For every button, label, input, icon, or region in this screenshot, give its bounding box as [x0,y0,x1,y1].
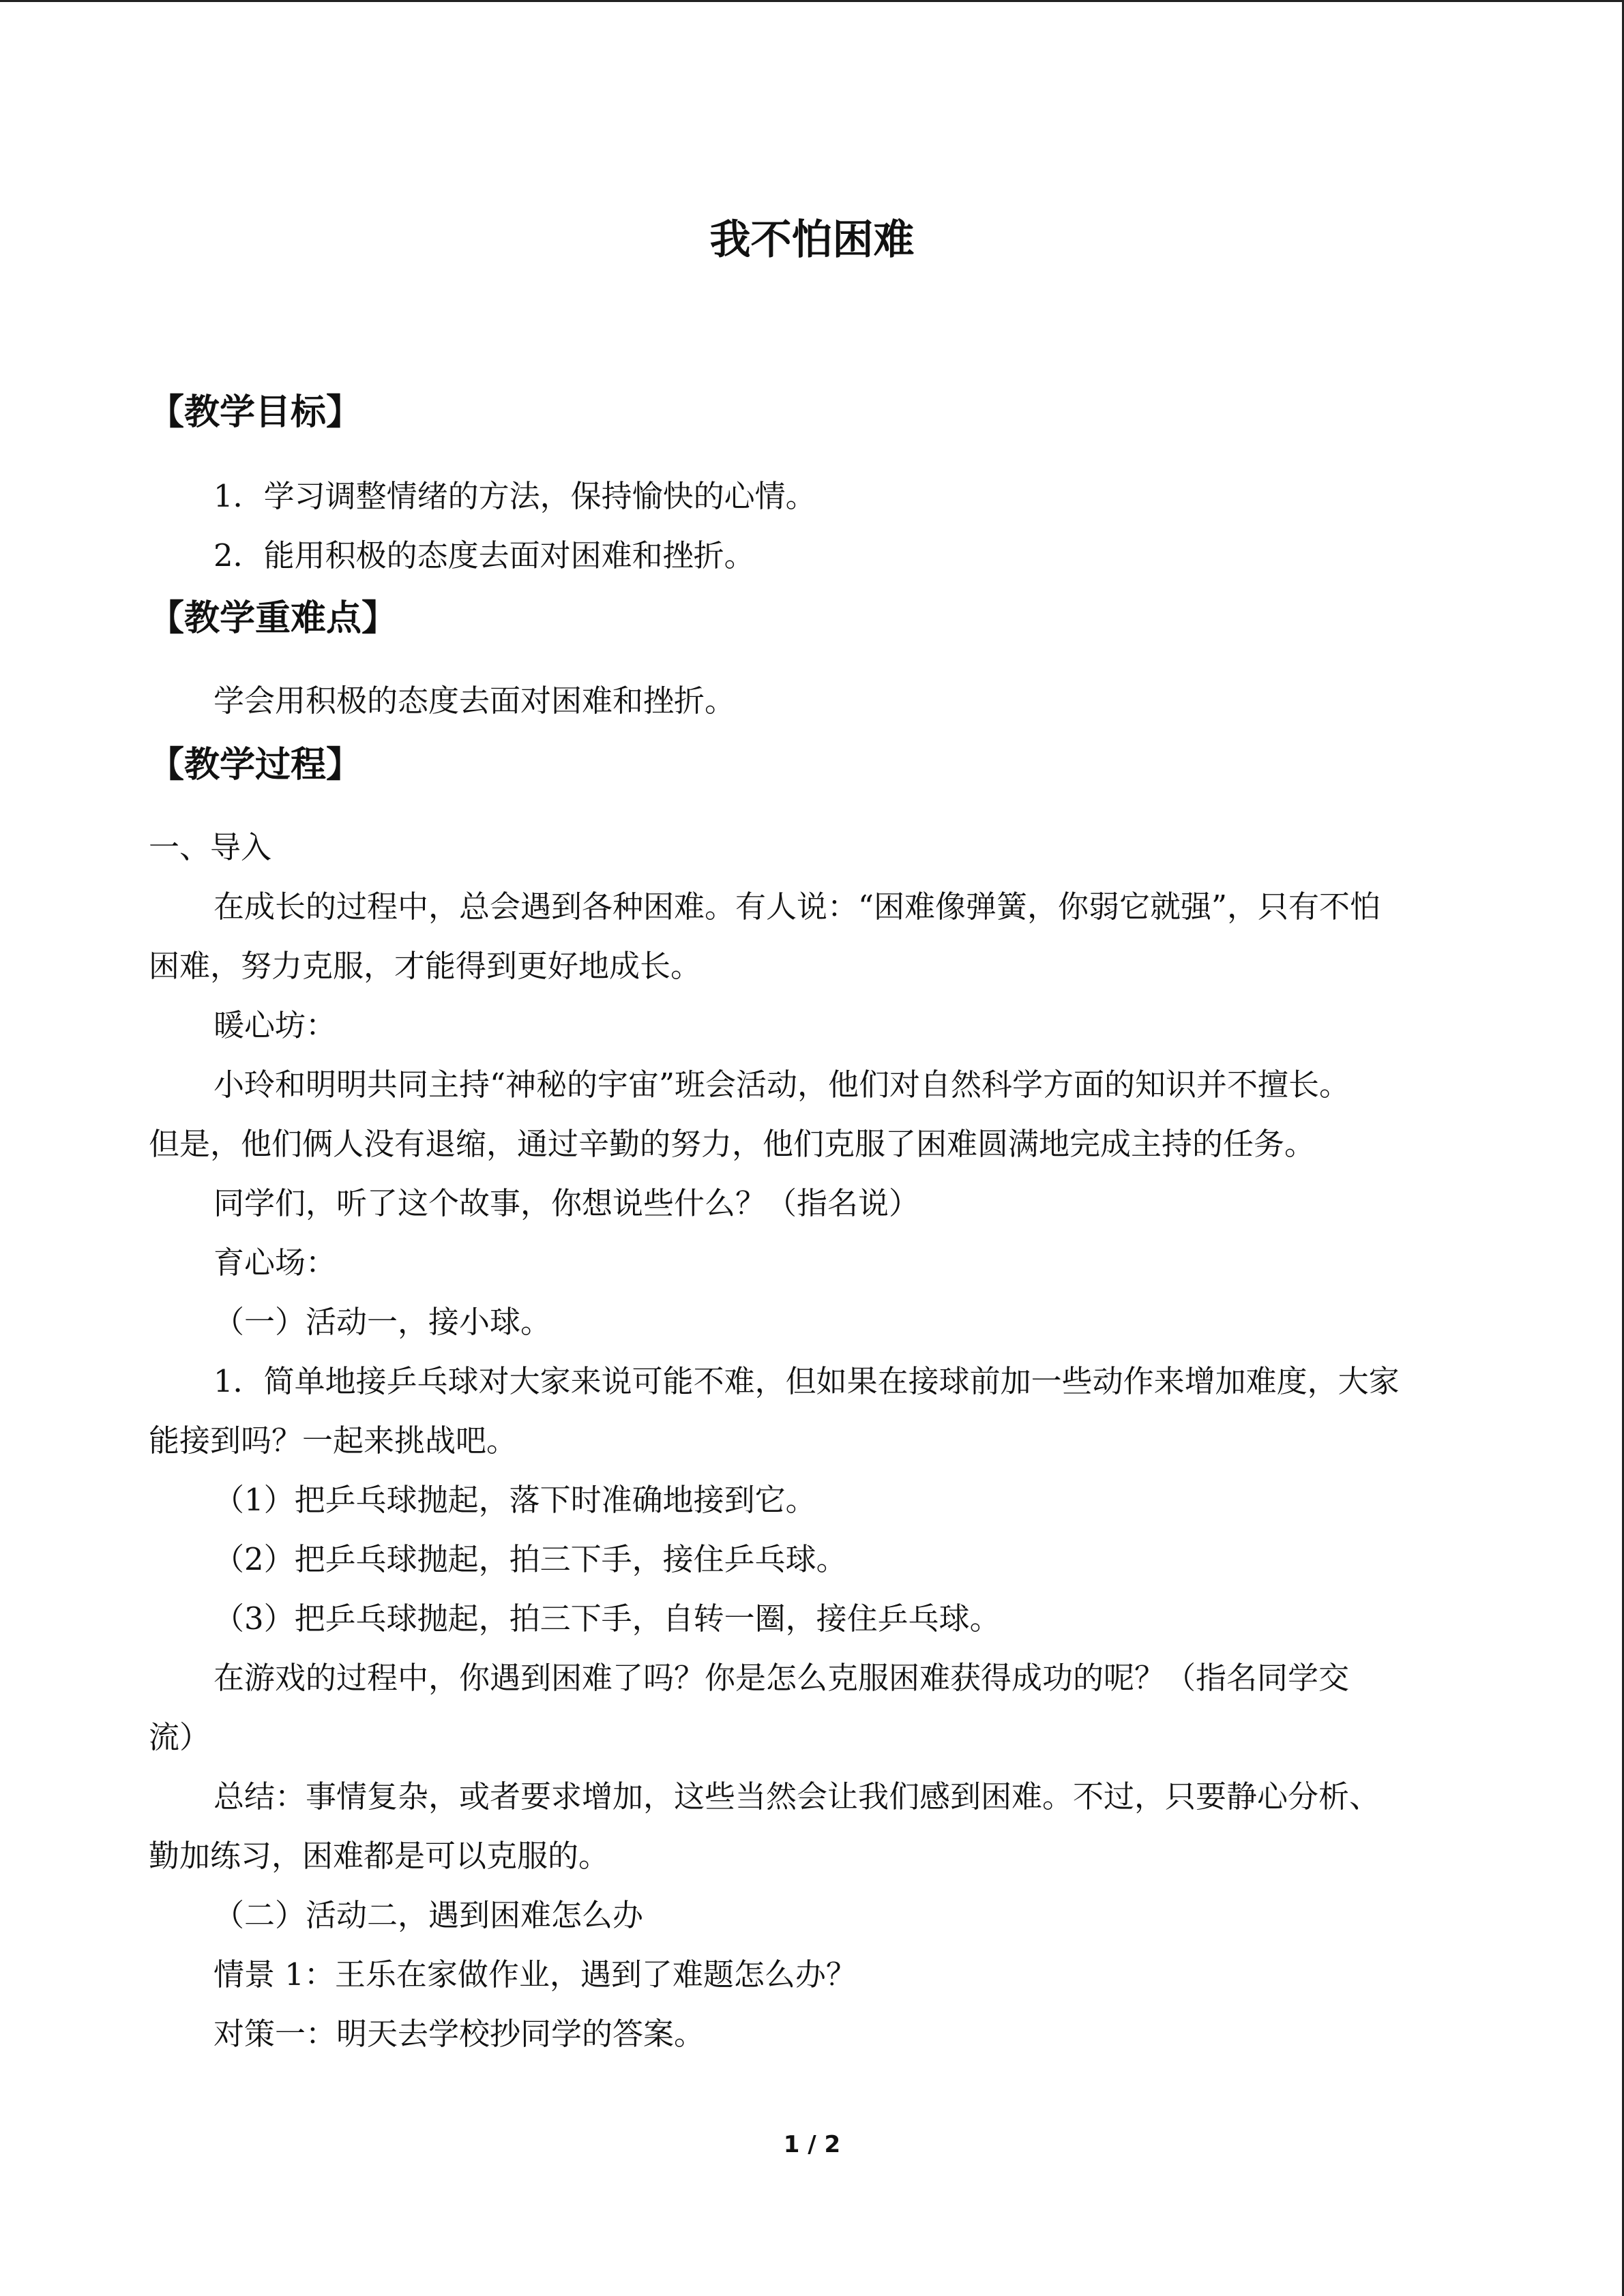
process-line: （一）活动一，接小球。 [213,1304,552,1340]
process-line: 在游戏的过程中，你遇到困难了吗？你是怎么克服困难获得成功的呢？（指名同学交 [213,1660,1350,1696]
top-border [0,0,1624,2]
process-line: （2）把乒乓球抛起，拍三下手，接住乒乓球。 [213,1541,847,1577]
process-line: （二）活动二，遇到困难怎么办 [213,1897,644,1933]
process-line: 总结：事情复杂，或者要求增加，这些当然会让我们感到困难。不过，只要静心分析、 [213,1778,1381,1815]
process-line: 勤加练习，困难都是可以克服的。 [149,1838,610,1874]
process-line: （3）把乒乓球抛起，拍三下手，自转一圈，接住乒乓球。 [213,1600,1001,1637]
process-line: 在成长的过程中，总会遇到各种困难。有人说：“困难像弹簧，你弱它就强”，只有不怕 [213,889,1381,925]
process-line: 育心场： [213,1244,337,1281]
process-line: 对策一：明天去学校抄同学的答案。 [213,2016,705,2052]
process-line: （1）把乒乓球抛起，落下时准确地接到它。 [213,1482,816,1518]
process-line: 情景 1：王乐在家做作业，遇到了难题怎么办？ [213,1956,857,1993]
process-heading: 【教学过程】 [149,745,362,786]
goal-item: 2．能用积极的态度去面对困难和挫折。 [213,537,755,573]
process-line: 小玲和明明共同主持“神秘的宇宙”班会活动，他们对自然科学方面的知识并不擅长。 [213,1067,1350,1103]
process-line: 同学们，听了这个故事，你想说些什么？（指名说） [213,1185,920,1221]
process-line: 但是，他们俩人没有退缩，通过辛勤的努力，他们克服了困难圆满地完成主持的任务。 [149,1126,1316,1162]
key-points-text: 学会用积极的态度去面对困难和挫折。 [213,683,736,719]
key-points-heading: 【教学重难点】 [149,598,398,639]
goal-item: 1．学习调整情绪的方法，保持愉快的心情。 [213,478,816,514]
process-line: 能接到吗？一起来挑战吧。 [149,1422,518,1459]
process-line: 一、导入 [149,829,272,865]
goals-heading: 【教学目标】 [149,392,362,433]
process-line: 1．简单地接乒乓球对大家来说可能不难，但如果在接球前加一些动作来增加难度，大家 [213,1363,1400,1399]
process-line: 困难，努力克服，才能得到更好地成长。 [149,948,702,984]
page-number: 1 / 2 [783,2131,841,2158]
process-line: 暖心坊： [213,1007,337,1043]
page-title: 我不怕困难 [709,216,915,264]
process-line: 流） [149,1719,211,1755]
